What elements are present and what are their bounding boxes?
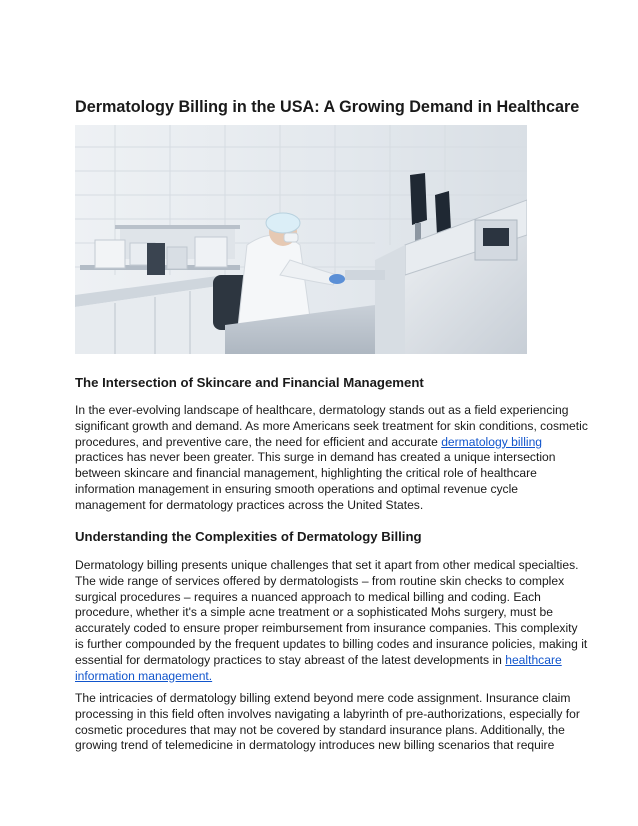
paragraph-line: is further compounded by the frequent updates to billing codes and insurance policies, making it [75,636,588,651]
paragraph-line: The wide range of services offered by dermatologists – from routine skin checks to complex [75,573,565,588]
paragraph-line [75,653,575,669]
dermatology-billing-link[interactable]: dermatology billing [441,434,543,449]
healthcare-information-management-link-continued[interactable]: information management. [75,668,213,683]
paragraph-line: significant growth and demand. As more Americans seek treatment for skin conditions, cosmetic [75,418,588,433]
paragraph-line: cosmetic procedures that may not be covered by standard insurance plans. Additionally, the [75,722,565,737]
paragraph-line: growing trend of telemedicine in dermatology introduces new billing scenarios that require [75,738,555,753]
paragraph-line: between skincare and financial management, highlighting the critical role of healthcare [75,466,537,481]
paragraph-text: procedures, and preventive care, the need for efficient and accurate [75,434,442,449]
paragraph-line [75,669,575,685]
paragraph-line: accurately coded to ensure proper reimbursement from insurance companies. This complexity [75,621,578,636]
paragraph-line: procedure, whether it's a simple acne treatment or a sophisticated Mohs surgery, must be [75,605,553,620]
section-heading-complexities: Understanding the Complexities of Dermatology Billing [75,529,422,544]
paragraph-text: essential for dermatology practices to stay abreast of the latest developments in [75,652,506,667]
paragraph-line [75,435,575,451]
lab-photo-illustration [75,125,527,354]
paragraph-line: surgical procedures – requires a nuanced approach to medical billing and coding. Each [75,589,541,604]
paragraph-line: management for dermatology practices across the United States. [75,497,424,512]
paragraph-complexities [75,558,588,684]
lab-photo [75,125,527,354]
paragraph-line: processing in this field often involves navigating a labyrinth of pre-authorizations, especially for [75,706,580,721]
page-title: Dermatology Billing in the USA: A Growing Demand in Healthcare [75,98,580,116]
paragraph-line: Dermatology billing presents unique challenges that set it apart from other medical specialties. [75,558,579,572]
healthcare-information-management-link[interactable]: healthcare [505,652,562,667]
paragraph-intricacies [75,691,580,754]
paragraph-intersection [75,403,588,514]
section-heading-intersection: The Intersection of Skincare and Financial Management [75,375,424,390]
paragraph-line: information management in ensuring smooth operations and optimal revenue cycle [75,481,519,496]
paragraph-line: The intricacies of dermatology billing extend beyond mere code assignment. Insurance claim [75,691,571,705]
paragraph-line: In the ever-evolving landscape of healthcare, dermatology stands out as a field experiencing [75,403,569,417]
paragraph-line: practices has never been greater. This surge in demand has created a unique intersection [75,450,556,465]
